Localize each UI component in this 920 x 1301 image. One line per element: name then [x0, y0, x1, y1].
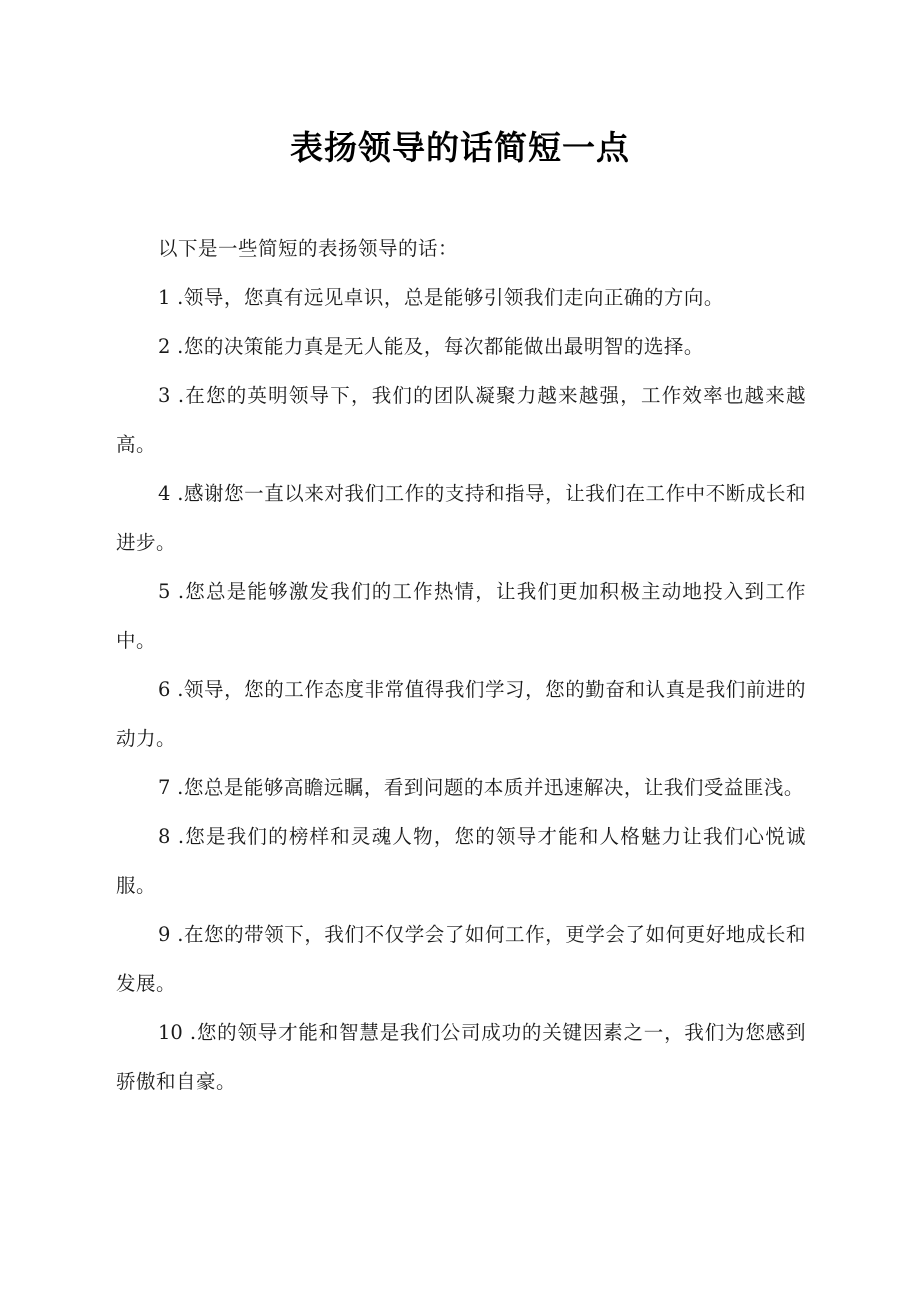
item-number: 9 — [158, 923, 171, 946]
item-text: 您总是能够激发我们的工作热情，让我们更加积极主动地投入到工作中。 — [116, 580, 806, 652]
list-item: 8 .您是我们的榜样和灵魂人物，您的领导才能和人格魅力让我们心悦诚服。 — [116, 825, 806, 897]
item-number: 6 — [158, 678, 171, 701]
page-title: 表扬领导的话简短一点 — [290, 128, 630, 167]
item-number: 2 — [158, 335, 171, 358]
item-number: 5 — [158, 580, 171, 603]
document-body — [116, 224, 806, 1106]
item-number: 3 — [158, 384, 171, 407]
list-item: 9 .在您的带领下，我们不仅学会了如何工作，更学会了如何更好地成长和发展。 — [116, 923, 806, 995]
list-item: 3 .在您的英明领导下，我们的团队凝聚力越来越强，工作效率也越来越高。 — [116, 384, 806, 456]
item-text: 您的领导才能和智慧是我们公司成功的关键因素之一，我们为您感到骄傲和自豪。 — [116, 1021, 806, 1093]
item-text: 感谢您一直以来对我们工作的支持和指导，让我们在工作中不断成长和进步。 — [116, 482, 806, 554]
list-item: 2 .您的决策能力真是无人能及，每次都能做出最明智的选择。 — [158, 335, 704, 358]
list-item: 10 .您的领导才能和智慧是我们公司成功的关键因素之一，我们为您感到骄傲和自豪。 — [116, 1021, 806, 1093]
list-item: 5 .您总是能够激发我们的工作热情，让我们更加积极主动地投入到工作中。 — [116, 580, 806, 652]
item-text: 在您的英明领导下，我们的团队凝聚力越来越强，工作效率也越来越高。 — [116, 384, 806, 456]
item-number: 10 — [158, 1021, 183, 1044]
intro-paragraph: 以下是一些简短的表扬领导的话： — [158, 237, 459, 260]
item-text: 您总是能够高瞻远瞩，看到问题的本质并迅速解决，让我们受益匪浅。 — [183, 776, 804, 799]
item-text: 您的决策能力真是无人能及，每次都能做出最明智的选择。 — [183, 335, 704, 358]
list-item: 6 .领导，您的工作态度非常值得我们学习，您的勤奋和认真是我们前进的动力。 — [116, 678, 806, 750]
item-text: 在您的带领下，我们不仅学会了如何工作，更学会了如何更好地成长和发展。 — [116, 923, 806, 995]
item-text: 领导，您真有远见卓识，总是能够引领我们走向正确的方向。 — [183, 286, 724, 309]
item-number: 1 — [158, 286, 171, 309]
item-number: 8 — [158, 825, 171, 848]
list-item: 7 .您总是能够高瞻远瞩，看到问题的本质并迅速解决，让我们受益匪浅。 — [158, 776, 804, 799]
item-text: 领导，您的工作态度非常值得我们学习，您的勤奋和认真是我们前进的动力。 — [116, 678, 806, 750]
item-number: 7 — [158, 776, 171, 799]
item-number: 4 — [158, 482, 171, 505]
list-item: 1 .领导，您真有远见卓识，总是能够引领我们走向正确的方向。 — [158, 286, 724, 309]
item-text: 您是我们的榜样和灵魂人物，您的领导才能和人格魅力让我们心悦诚服。 — [116, 825, 806, 897]
list-item: 4 .感谢您一直以来对我们工作的支持和指导，让我们在工作中不断成长和进步。 — [116, 482, 806, 554]
